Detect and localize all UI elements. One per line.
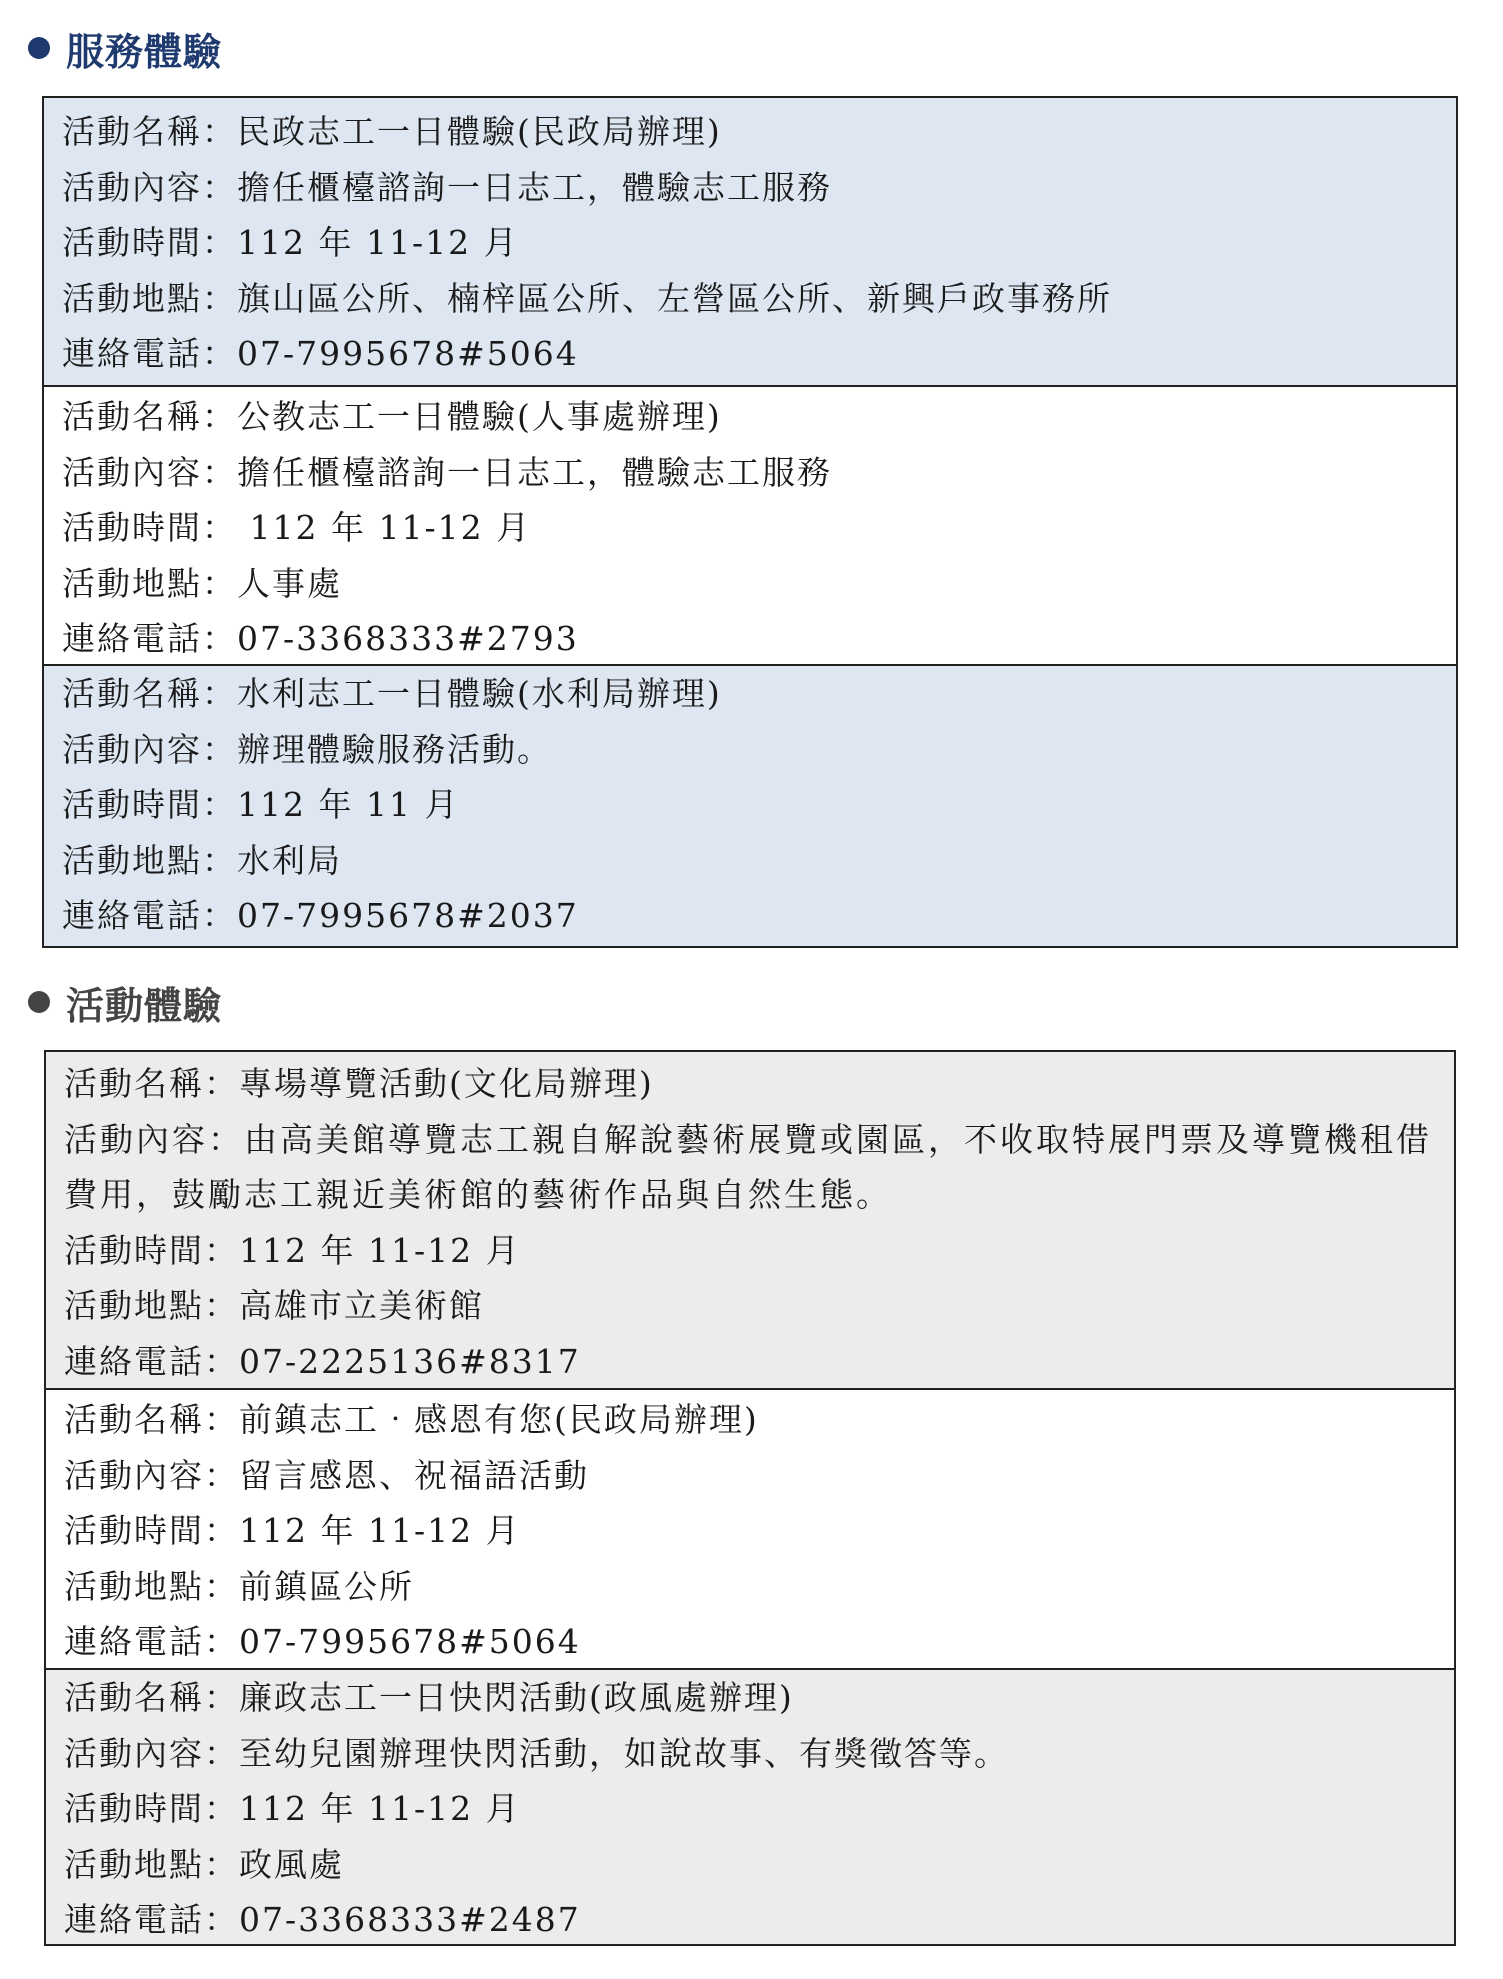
activity-phone: 連絡電話：07-3368333#2793 [62,619,579,658]
activity-place: 活動地點：高雄市立美術館 [64,1286,484,1325]
activity-entry [46,1388,1454,1668]
activity-phone: 連絡電話：07-7995678#5064 [64,1622,581,1661]
activity-time: 活動時間：112 年 11-12 月 [62,223,519,262]
activity-entry [44,664,1456,946]
activity-time: 活動時間：112 年 11-12 月 [64,1230,521,1270]
activity-place: 活動地點：政風處 [64,1844,344,1884]
activity-place: 活動地點：人事處 [62,563,342,603]
activity-entry [44,98,1456,385]
section-title: 服務體驗 [66,29,223,74]
activity-name: 活動名稱：專場導覽活動(文化局辦理) [64,1064,654,1103]
activity-name: 活動名稱：民政志工一日體驗(民政局辦理) [62,112,722,151]
activity-entry [44,385,1456,664]
activity-name: 活動名稱：公教志工一日體驗(人事處辦理) [62,397,722,436]
activity-time: 活動時間：112 年 11 月 [62,785,460,824]
activity-content: 活動內容：留言感恩、祝福語活動 [64,1455,589,1495]
activity-time: 活動時間： 112 年 11-12 月 [62,508,532,547]
activity-entry [46,1052,1454,1388]
section-heading-activity [28,972,222,1032]
activity-content: 活動內容：擔任櫃檯諮詢一日志工，體驗志工服務 [62,167,832,207]
activity-content: 活動內容：辦理體驗服務活動。 [62,729,552,769]
activity-name: 活動名稱：前鎮志工‧感恩有您(民政局辦理) [64,1400,759,1439]
activity-time: 活動時間：112 年 11-12 月 [64,1511,521,1550]
activity-content: 活動內容：由高美館導覽志工親自解說藝術展覽或園區，不收取特展門票及導覽機租借費用，鼓勵志工親近美術館的藝術作品與自然生態。 [64,1119,1432,1214]
activity-place: 活動地點：旗山區公所、楠梓區公所、左營區公所、新興戶政事務所 [62,278,1112,318]
activity-phone: 連絡電話：07-3368333#2487 [64,1900,581,1939]
activity-phone: 連絡電話：07-7995678#2037 [62,896,579,935]
activity-place: 活動地點：水利局 [62,840,342,880]
section-title: 活動體驗 [66,983,223,1028]
section-heading-service [28,18,222,78]
bullet-icon [28,991,50,1013]
activity-name: 活動名稱：水利志工一日體驗(水利局辦理) [62,674,722,713]
activity-name: 活動名稱：廉政志工一日快閃活動(政風處辦理) [64,1678,794,1717]
activity-phone: 連絡電話：07-7995678#5064 [62,334,579,373]
activity-place: 活動地點：前鎮區公所 [64,1566,414,1606]
activity-entry [46,1668,1454,1944]
activity-content: 活動內容：至幼兒園辦理快閃活動，如說故事、有獎徵答等。 [64,1733,1009,1773]
activity-content: 活動內容：擔任櫃檯諮詢一日志工，體驗志工服務 [62,452,832,492]
bullet-icon [28,37,50,59]
activity-experience-table [44,1050,1456,1946]
activity-phone: 連絡電話：07-2225136#8317 [64,1341,581,1381]
service-experience-table [42,96,1458,948]
activity-time: 活動時間：112 年 11-12 月 [64,1789,521,1828]
